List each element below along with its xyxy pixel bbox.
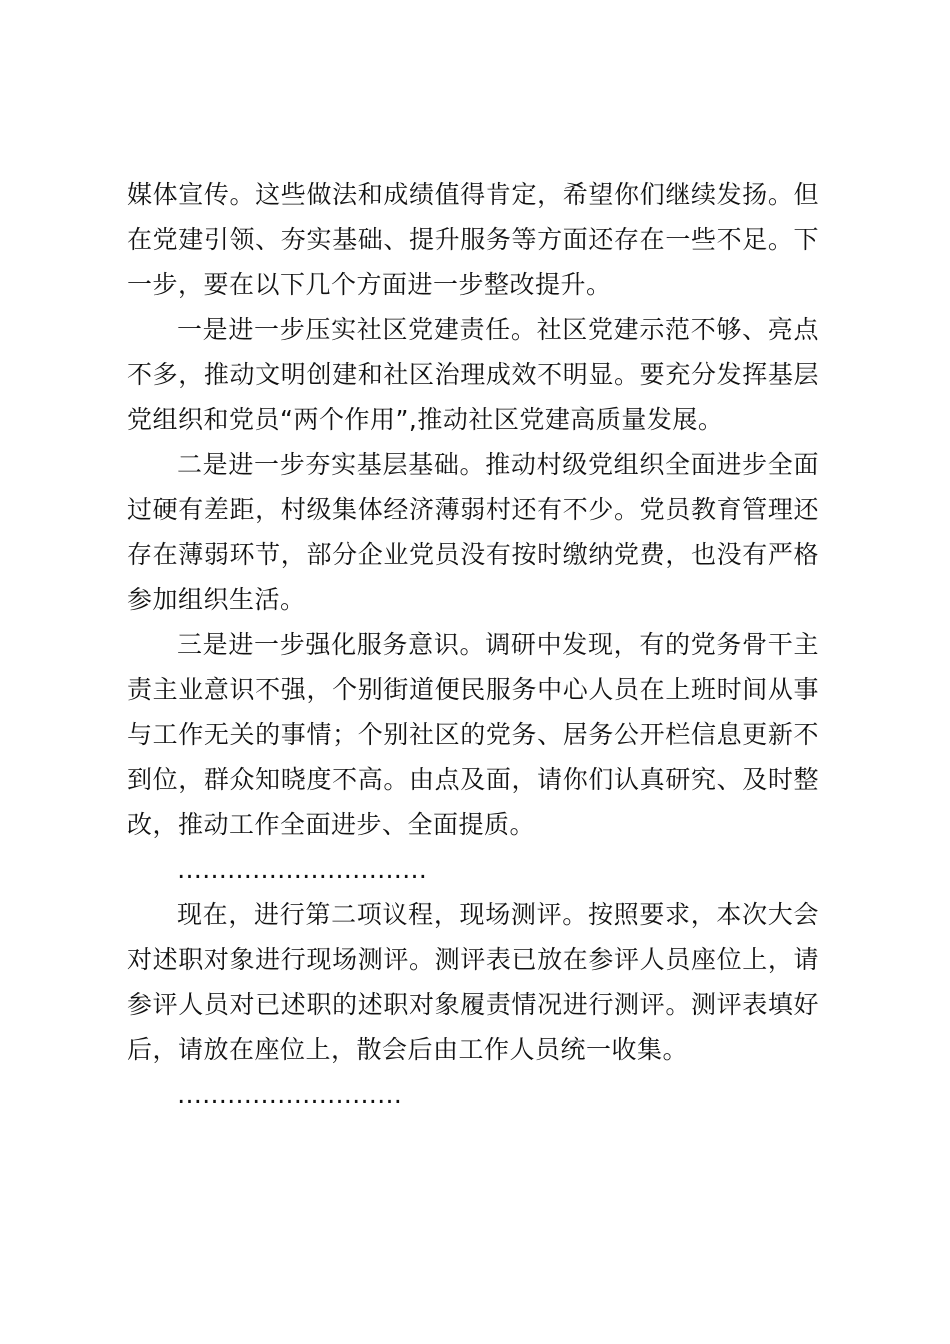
paragraph-on-site-evaluation: 现在，进行第二项议程，现场测评。按照要求，本次大会对述职对象进行现场测评。测评表已放在参评人员座位上，请参评人员对已述职的述职对象履责情况进行测评。测评表填好后，请放在座位上，散会后由工作人员统一收集。 — [127, 900, 819, 1064]
ellipsis-separator: ………………………… — [177, 855, 427, 884]
paragraph-service-awareness: 三是进一步强化服务意识。调研中发现，有的党务骨干主责主业意识不强，个别街道便民服务中心人员在上班时间从事与工作无关的事情；个别社区的党务、居务公开栏信息更新不到位，群众知晓度不高。由点及面，请你们认真研究、及时整改，推动工作全面进步、全面提质。 — [127, 630, 819, 839]
paragraph-grassroots-foundation: 二是进一步夯实基层基础。推动村级党组织全面进步全面过硬有差距，村级集体经济薄弱村还有不少。党员教育管理还存在薄弱环节，部分企业党员没有按时缴纳党费，也没有严格参加组织生活。 — [127, 450, 819, 614]
paragraph-community-party-building: 一是进一步压实社区党建责任。社区党建示范不够、亮点不多，推动文明创建和社区治理成效不明显。要充分发挥基层党组织和党员“两个作用”,推动社区党建高质量发展。 — [127, 315, 819, 434]
ellipsis-separator-end: ……………………… — [177, 1080, 402, 1109]
paragraph-continuation: 媒体宣传。这些做法和成绩值得肯定，希望你们继续发扬。但在党建引领、夯实基础、提升服务等方面还存在一些不足。下一步，要在以下几个方面进一步整改提升。 — [127, 180, 819, 299]
document-body — [127, 172, 819, 1117]
